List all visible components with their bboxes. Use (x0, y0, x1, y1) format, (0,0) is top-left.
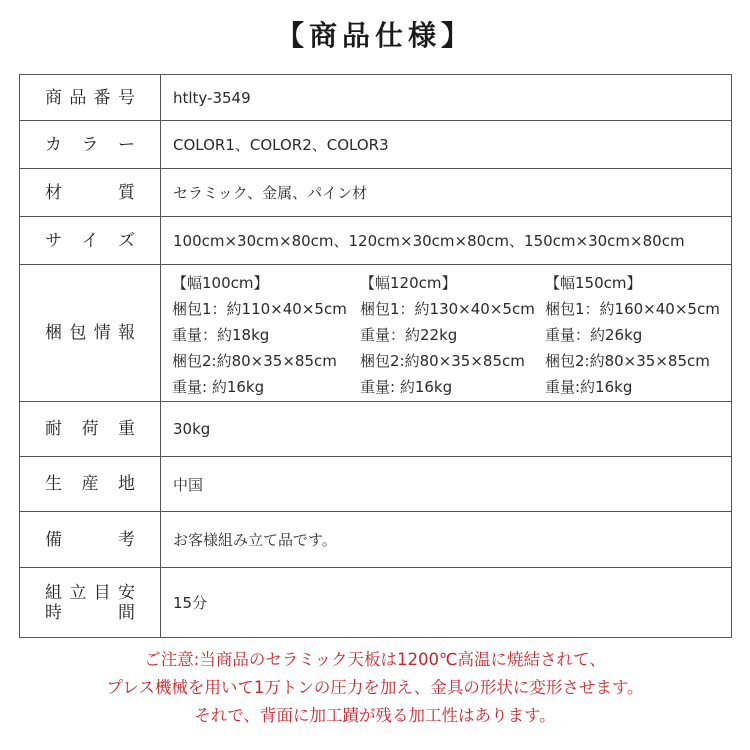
caution-line: それで、背面に加工蹟が残る加工性はあります。 (194, 706, 556, 725)
pack1-size-100: 梱包1：約110×40×5cm (172, 299, 347, 318)
pack2-weight-120: 重量: 約16kg (360, 377, 453, 396)
spec-value-material: セラミック、金属、パイン材 (161, 169, 732, 217)
spec-row-size (20, 217, 732, 265)
label-char: 備 (45, 529, 62, 550)
label-char: 荷 (81, 419, 99, 439)
spec-value-product-number: htlty-3549 (161, 75, 732, 121)
spec-row-product-number (20, 75, 732, 121)
label-char: イ (81, 230, 99, 251)
label-char: ー (118, 134, 135, 155)
pack2-weight-100: 重量: 約16kg (172, 377, 265, 396)
spec-value-packaging (161, 265, 732, 402)
pack-header-150: 【幅150cm】 (545, 273, 642, 292)
spec-label-size (20, 217, 161, 265)
label-char: 安 (117, 582, 135, 603)
label-char: 時 (45, 602, 62, 623)
spec-row-assembly-time (20, 568, 732, 638)
label-char: ラ (81, 134, 99, 155)
pack-header-120: 【幅120cm】 (360, 273, 457, 292)
spec-table (19, 74, 732, 638)
caution-line: プレス機械を用いて1万トンの圧力を加え、金具の形状に変形させます。 (106, 678, 644, 697)
pack1-weight-150: 重量：約26kg (545, 325, 643, 344)
label-char: 品 (69, 87, 87, 108)
pack1-weight-120: 重量：約22kg (360, 325, 458, 344)
packaging-grid (172, 269, 731, 399)
spec-row-material (20, 169, 732, 217)
label-char: 目 (93, 582, 111, 603)
label-char: 重 (118, 419, 135, 439)
spec-label-origin (20, 457, 161, 512)
label-char: 耐 (45, 419, 62, 439)
label-char: 立 (69, 582, 87, 603)
label-char: 地 (118, 474, 135, 494)
pack1-weight-100: 重量：約18kg (172, 325, 270, 344)
spec-value-color: COLOR1、COLOR2、COLOR3 (161, 121, 732, 169)
pack2-size-120: 梱包2:約80×35×85cm (360, 351, 525, 370)
label-char: 組 (45, 582, 62, 603)
label-char: サ (45, 230, 62, 251)
spec-row-color (20, 121, 732, 169)
spec-label-color (20, 121, 161, 169)
label-char: カ (45, 134, 62, 155)
pack2-size-150: 梱包2:約80×35×85cm (545, 351, 710, 370)
label-char: 情 (93, 323, 111, 343)
spec-value-remarks: お客様組み立て品です。 (161, 512, 732, 568)
spec-label-remarks (20, 512, 161, 568)
label-char: 報 (117, 323, 135, 343)
spec-label-assembly-time (20, 568, 161, 638)
spec-label-product-number (20, 75, 161, 121)
pack1-size-120: 梱包1：約130×40×5cm (360, 299, 535, 318)
spec-value-origin: 中国 (161, 457, 732, 512)
label-char: 生 (45, 474, 62, 494)
pack-header-100: 【幅100cm】 (172, 273, 269, 292)
spec-label-load-capacity (20, 402, 161, 457)
label-char: 商 (45, 87, 62, 108)
pack2-size-100: 梱包2:約80×35×85cm (172, 351, 337, 370)
label-char: 材 (45, 182, 62, 203)
label-char: 産 (81, 474, 99, 494)
label-char: 間 (118, 602, 135, 623)
spec-row-load-capacity (20, 402, 732, 457)
label-char: 考 (118, 529, 135, 550)
pack2-weight-150: 重量:約16kg (545, 377, 633, 396)
label-char: ズ (118, 230, 135, 251)
label-char: 号 (117, 87, 135, 108)
spec-value-size: 100cm×30cm×80cm、120cm×30cm×80cm、150cm×30cm×80cm (161, 217, 732, 265)
pack1-size-150: 梱包1：約160×40×5cm (545, 299, 720, 318)
page-title: 【商品仕様】 (275, 19, 474, 52)
spec-value-assembly-time: 15分 (161, 568, 732, 638)
spec-row-origin (20, 457, 732, 512)
caution-line: ご注意:当商品のセラミック天板は1200℃高温に焼結されて、 (144, 650, 606, 669)
spec-label-material (20, 169, 161, 217)
label-char: 質 (118, 182, 135, 203)
spec-row-packaging (20, 265, 732, 402)
caution-notice (0, 646, 750, 730)
label-char: 梱 (45, 323, 62, 343)
label-char: 番 (93, 87, 111, 108)
spec-label-packaging (20, 265, 161, 402)
spec-row-remarks (20, 512, 732, 568)
spec-value-load-capacity: 30kg (161, 402, 732, 457)
label-char: 包 (69, 323, 87, 343)
